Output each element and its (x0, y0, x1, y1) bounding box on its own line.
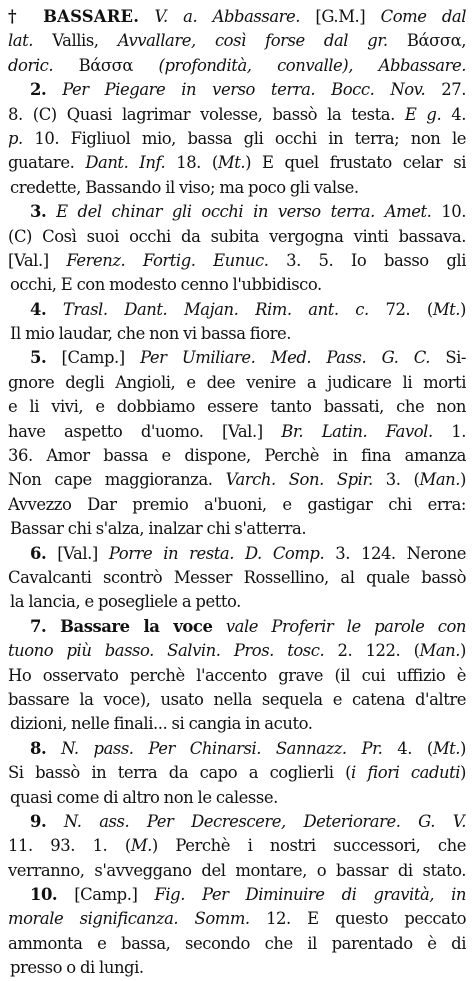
text-run (46, 80, 62, 99)
italic-text: Come dal (380, 7, 466, 26)
text-run: 27. (425, 80, 466, 100)
italic-text: doric. (8, 55, 54, 75)
text-line (8, 346, 466, 370)
text-run: 3. 5. Io basso gli (268, 250, 466, 270)
text-run: ) Perchè i nostri successori, che (151, 836, 466, 856)
bold-text: 6. (30, 543, 47, 563)
text-run: ) E quel frustato celar si (245, 153, 466, 173)
italic-text: p. (8, 128, 23, 148)
italic-text: tuono più basso. Salvin. Pros. tosc. (8, 641, 325, 661)
text-line (8, 859, 466, 883)
text-run: 4. (441, 104, 466, 124)
text-run: e li vivi, e dobbiamo essere tanto bassati, che non (8, 397, 466, 417)
text-run: 3. 124. Nerone (324, 543, 466, 563)
italic-text: morale significanza. Somm. (8, 909, 250, 929)
italic-text: lat. (8, 31, 34, 51)
italic-text: E g. (404, 104, 442, 124)
bold-text: 5. (30, 348, 47, 368)
italic-text: Br. Latin. Favol. (281, 421, 433, 441)
text-run: Avvezzo Dar premio a'buoni, e gastigar chi erra: (8, 494, 466, 514)
bold-text: 8. (30, 738, 47, 758)
text-run: Non cape maggioranza. (8, 470, 226, 490)
text-line (8, 127, 466, 151)
text-run: (C) Così suoi occhi da subita vergogna vinti bassava. (8, 226, 466, 246)
text-line (8, 468, 466, 492)
italic-text: V. a. Abbassare. (154, 7, 301, 26)
text-run: Ho osservato perchè l'accento grave (il cui uffizio è (8, 665, 466, 685)
text-run (353, 56, 379, 75)
bold-text: 10. (30, 885, 58, 905)
text-run: presso o di lungi. (10, 958, 144, 978)
text-run (46, 300, 63, 319)
text-line (8, 273, 466, 297)
text-run: 18. ( (165, 153, 218, 173)
text-run: Βάσσα, (387, 31, 466, 51)
italic-text: Ferenz. Fortig. Eunuc. (66, 250, 269, 270)
text-run: 10. Figliuol mio, bassa gli occhi in terra; non le (22, 128, 466, 148)
text-line (8, 883, 466, 907)
text-run: Βάσσα (53, 55, 159, 75)
italic-text: (profondità, convalle), (158, 55, 354, 75)
text-run: [Camp.] (46, 348, 141, 368)
italic-text: M. (130, 836, 152, 856)
italic-text: N. ass. Per Decrescere, Deteriorare. G. V. (63, 811, 466, 831)
italic-text: Dant. Inf. (85, 153, 166, 173)
text-run: Cavalcanti scontrò Messer Rossellino, al quale bassò (8, 567, 466, 587)
text-run (46, 739, 61, 758)
text-run: la lancia, e posegliele a petto. (10, 592, 241, 612)
italic-text: Trasl. Dant. Majan. Rim. ant. c. (62, 299, 369, 319)
italic-text: Avvallare, così forse dal gr. (117, 31, 388, 51)
text-line (8, 712, 466, 736)
italic-text: i fiori caduti (351, 763, 461, 783)
text-run: [Camp.] (57, 885, 155, 905)
text-run: ) (460, 299, 466, 319)
text-line (8, 395, 466, 419)
text-line (8, 103, 466, 127)
text-line (8, 176, 466, 200)
text-run: 8. (C) Quasi lagrimar volesse, bassò la testa. (8, 104, 405, 124)
text-line (8, 737, 466, 761)
text-run: ) (460, 641, 466, 661)
text-run: 10. (431, 202, 466, 222)
text-line (8, 151, 466, 175)
text-line (8, 517, 466, 541)
text-run: 72. ( (368, 299, 433, 319)
dagger-mark: † (8, 7, 44, 26)
bold-text: 3. (30, 202, 47, 222)
text-run: ammonta e bassa, secondo che il parentado è di (8, 933, 466, 953)
text-line (8, 542, 466, 566)
italic-text: Porre in resta. D. Comp. (108, 543, 325, 563)
text-line (8, 78, 466, 102)
text-run: gnore degli Angioli, e dee venire a judicare li morti (8, 372, 466, 392)
text-line (8, 907, 466, 931)
text-line (8, 54, 466, 78)
text-run: have aspetto d'uomo. [Val.] (8, 421, 282, 441)
text-line (8, 590, 466, 614)
text-line (8, 29, 466, 53)
text-line (8, 566, 466, 590)
text-line (8, 249, 466, 273)
italic-text: vale Proferir le parole con (225, 616, 466, 636)
text-run (139, 7, 154, 26)
text-line (8, 834, 466, 858)
text-line (8, 298, 466, 322)
italic-text: Mt. (217, 153, 246, 173)
text-line (8, 786, 466, 810)
italic-text: N. pass. Per Chinarsi. Sannazz. Pr. (61, 738, 383, 758)
bold-text: 4. (30, 299, 47, 319)
text-line (8, 200, 466, 224)
text-line (8, 444, 466, 468)
text-run: verranno, s'avveggano del montare, o bassar di stato. (8, 860, 466, 880)
text-run: [Val.] (8, 250, 67, 270)
text-run: 1. (432, 421, 466, 441)
text-line (8, 761, 466, 785)
italic-text: Man. (419, 470, 461, 490)
italic-text: Man. (419, 641, 461, 661)
text-run: ) (460, 470, 466, 490)
text-run: ) (460, 738, 466, 758)
text-run: dizioni, nelle finali... si cangia in acuto. (10, 714, 313, 734)
text-run: Si- (430, 348, 466, 368)
text-run: 3. ( (372, 470, 420, 490)
text-line (8, 810, 466, 834)
text-line (8, 615, 466, 639)
text-run: Vallis, (33, 31, 118, 51)
text-run: credette, Bassando il viso; ma poco gli valse. (10, 177, 359, 197)
italic-text: Mt. (432, 738, 461, 758)
text-run: occhi, E con modesto cenno l'ubbidisco. (10, 275, 322, 295)
text-run: 2. 122. ( (324, 641, 420, 661)
bold-text: 9. (30, 811, 47, 831)
text-run: bassare la voce), usato nella sequela e catena d'altre (8, 689, 466, 709)
text-line (8, 420, 466, 444)
text-run: 36. Amor bassa e dispone, Perchè in fina amanza (8, 446, 466, 466)
italic-text: Fig. Per Diminuire di gravità, in (154, 885, 466, 905)
text-run (212, 617, 225, 636)
text-run: [G.M.] (300, 7, 381, 26)
text-run: [Val.] (46, 543, 109, 563)
text-line (8, 371, 466, 395)
bold-text: 7. Bassare la voce (30, 616, 213, 636)
text-run: Il mio laudar, che non vi bassa fiore. (10, 324, 292, 344)
text-run: 4. ( (382, 738, 433, 758)
text-line (8, 639, 466, 663)
italic-text: Mt. (432, 299, 461, 319)
text-line (8, 225, 466, 249)
text-line (8, 5, 466, 29)
text-line (8, 688, 466, 712)
text-line (8, 932, 466, 956)
text-run: Bassar chi s'alza, inalzar chi s'atterra. (10, 519, 307, 539)
text-run: guatare. (8, 153, 86, 173)
text-run: ) (460, 763, 466, 783)
bold-text: 2. (30, 80, 47, 100)
italic-text: E del chinar gli occhi in verso terra. Amet. (56, 202, 432, 222)
italic-text: Per Umiliare. Med. Pass. G. C. (140, 348, 431, 368)
text-run: 11. 93. 1. ( (8, 836, 131, 856)
text-run: Si bassò in terra da capo a coglierli ( (8, 763, 352, 783)
text-run: 12. E questo peccato (249, 909, 466, 929)
bold-text: BASSARE. (43, 7, 140, 26)
text-run (46, 202, 56, 221)
text-line (8, 493, 466, 517)
text-line (8, 956, 466, 980)
italic-text: Per Piegare in verso terra. Bocc. Nov. (62, 80, 426, 100)
text-line (8, 322, 466, 346)
text-run: quasi come di altro non le calesse. (10, 787, 278, 807)
italic-text: Varch. Son. Spir. (225, 470, 373, 490)
text-line (8, 664, 466, 688)
italic-text: Abbassare. (378, 55, 466, 75)
text-run (46, 812, 64, 831)
